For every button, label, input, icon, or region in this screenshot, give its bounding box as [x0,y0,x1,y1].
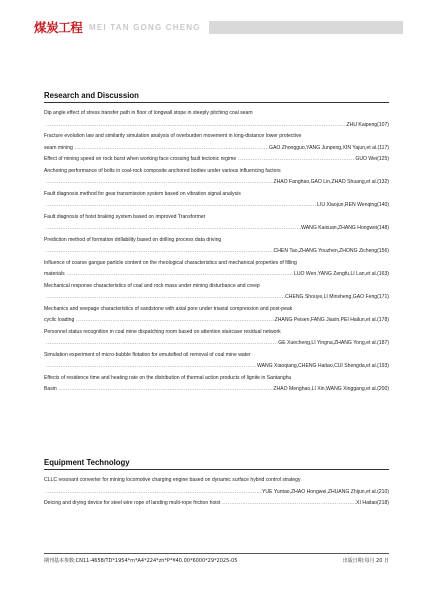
toc-entry-title[interactable]: Personnel status recognition in coal mine dispatching room based on attention staircase residual network [44,328,281,335]
publication-date: 出版日期:每月 20 日 [342,558,389,564]
toc-entry-authors[interactable]: cyclic loading ..... ZHANG Peisen,FANG Jiaxin,PEI Hailun,et al.(178) [44,315,389,327]
toc-entry-title[interactable]: Fault diagnosis of hoist braking system based on improved Transformer [44,213,206,220]
toc-entry-title[interactable]: Prediction method of formation drillability based on drilling process data driving [44,236,222,243]
toc-entry-authors[interactable]: ..... LIU Xiaojun,REN Wenqing(140) [44,200,389,212]
toc-entry-authors[interactable]: ..... ZHU Kaipeng(107) [44,120,389,132]
toc-entry-title[interactable]: Anchoring performance of bolts in coal-rock composite anchored bodies under various influencing factors [44,167,281,174]
toc-entry-title[interactable]: Simulation experiment of micro-bubble flotation for emulsified oil removal of coal mine water [44,351,251,358]
toc-entry-authors[interactable]: Basin ..... ZHAO Menghao,LI Xin,WANG Xinggang,et al.(200) [44,384,389,396]
journal-logo-cn: 煤炭工程 [34,20,83,35]
toc-entry-authors[interactable]: ..... GE Xuecheng,LI Yingna,ZHANG Yong,et al.(187) [44,338,389,350]
toc-entry-title[interactable]: Fault diagnosis method for gear transmission system based on vibration signal analysis [44,190,241,197]
section-rule [44,469,389,470]
toc-entry-title[interactable]: Dip angle effect of stress transfer path in floor of longwall stope in steeply pitching coal seam [44,110,253,116]
toc-entry-authors[interactable]: ..... YUE Yuntao,ZHAO Hongwei,ZHUANG Zhijun,et al.(210) [44,487,389,499]
toc-entry-authors[interactable]: ..... WANG Xiaoqiang,CHENG Haitao,CUI Shengda,et al.(193) [44,361,389,373]
toc-entry-title[interactable]: CLLC resonant converter for mining locomotive charging engine based on dynamic surface hybrid control strategy [44,477,301,483]
toc-entry-authors[interactable]: materials ..... LUO Wen,YANG Zengfu,LI Lan,et al.(163) [44,269,389,281]
toc-entry[interactable]: Deicing and drying device for steel wire rope of landing multi-rope friction hoist ..... XI Haitao(218) [44,498,389,510]
section-rule [44,102,389,103]
footer-rule [44,553,389,554]
toc-entry-title[interactable]: Mechanical response characteristics of coal and rock mass under mining disturbance and creep [44,282,260,289]
toc-equipment [44,475,389,510]
toc-entry-authors[interactable]: ..... CHEN Tao,ZHANG Youzhen,ZHONG Zicheng(156) [44,246,389,258]
journal-logo-en: MEI TAN GONG CHENG [89,23,201,32]
toc-entry-title[interactable]: Fracture evolution law and similarity simulation analysis of overburden movement in long-distance lower protective [44,133,302,139]
section-title-research: Research and Discussion [44,91,139,100]
toc-entry-title[interactable]: Effects of residence time and heating rate on the distribution of thermal action products of lignite in Santanghu [44,374,292,381]
toc-entry-authors[interactable]: ..... ZHAO Fanghao,GAO Lin,ZHAO Shuang,et al.(132) [44,177,389,189]
journal-parameters: 期刊基本参数:CN11-4658/TD*1954*m*A4*224*zh*P*¥40.00*6000*29*2025-05 [44,558,238,564]
toc-research [44,108,389,396]
toc-entry-authors[interactable]: ..... CHENG Shouye,LI Minsheng,GAO Feng(171) [44,292,389,304]
toc-entry-authors[interactable]: ..... WANG Kaixuan,ZHANG Hongwei(148) [44,223,389,235]
journal-header [34,20,414,38]
toc-entry[interactable]: Effect of mining speed on rock burst when working face crossing fault tectonic regime ..... GUO Wei(125) [44,154,389,166]
toc-entry-title[interactable]: Mechanics and seepage characteristics of sandstone with axial pore under triaxial compression and post-peak [44,305,293,312]
toc-entry-authors[interactable]: seam mining ..... GAO Zhongguo,YANG Junpeng,XIN Yajun,et al.(117) [44,143,389,155]
toc-entry-title[interactable]: Influence of coarse gangue particle content on the rheological characteristics and mechanical properties of filling [44,259,297,266]
header-bar [209,21,403,34]
section-title-equipment: Equipment Technology [44,458,130,467]
